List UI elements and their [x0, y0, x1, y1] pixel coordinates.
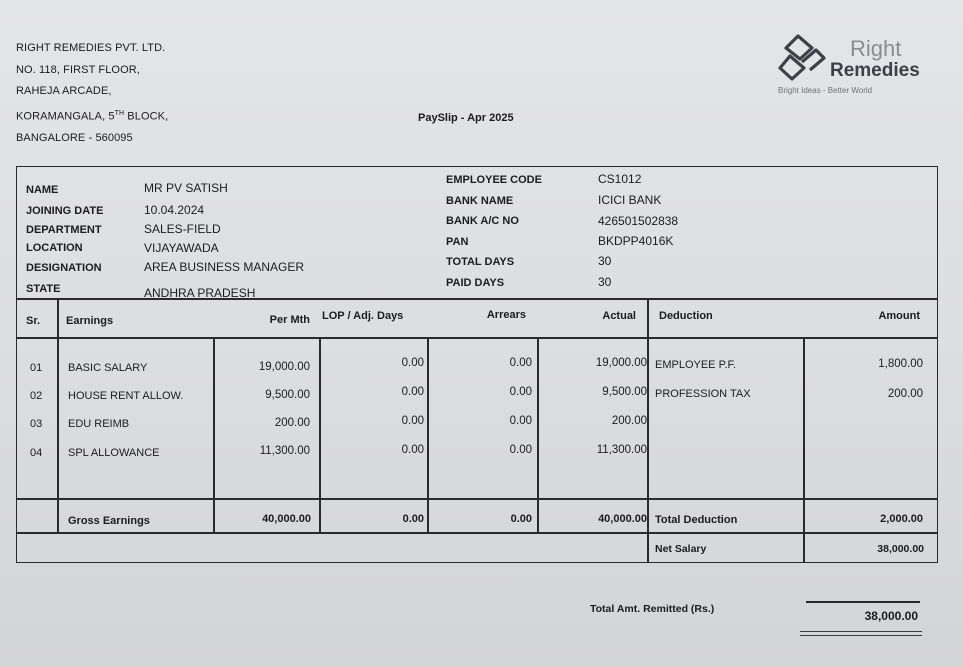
company-logo: [776, 32, 941, 102]
column-header-divider: [16, 337, 938, 339]
label-employee-code: EMPLOYEE CODE: [446, 174, 542, 186]
total-deduction-amount: 2,000.00: [880, 513, 923, 525]
gross-divider: [16, 532, 938, 534]
row-1-per-mth: 19,000.00: [258, 361, 310, 373]
col-actual-divider: [647, 298, 649, 563]
value-bank-name: ICICI BANK: [598, 193, 662, 207]
total-deduction-label: Total Deduction: [655, 514, 738, 526]
row-4-sr: 04: [30, 447, 43, 459]
row-4-actual: 11,300.00: [596, 444, 647, 456]
row-3-actual: 200.00: [611, 415, 647, 427]
address-line-3-post: BLOCK,: [124, 110, 169, 123]
col-sr-divider: [57, 298, 59, 532]
gross-arrears: 0.00: [510, 513, 532, 525]
logo-word-remedies: Remedies: [830, 60, 920, 81]
header-amount: Amount: [878, 310, 920, 322]
remitted-top-rule: [806, 601, 920, 603]
totals-divider: [16, 498, 938, 500]
address-line-3: [16, 103, 168, 128]
net-salary-label: Net Salary: [655, 543, 707, 555]
header-per-mth: Per Mth: [269, 314, 310, 326]
value-joining-date: 10.04.2024: [144, 203, 205, 217]
value-employee-code: CS1012: [598, 172, 642, 186]
payslip-title: PaySlip - Apr 2025: [418, 112, 514, 124]
row-1-arrears: 0.00: [509, 357, 532, 369]
col-earn-divider: [213, 337, 215, 532]
row-1-sr: 01: [30, 362, 43, 374]
row-4-name: SPL ALLOWANCE: [68, 447, 160, 459]
header-sr: Sr.: [26, 315, 41, 327]
value-total-days: 30: [598, 254, 612, 268]
gross-actual: 40,000.00: [598, 513, 647, 525]
diamond-logo-icon: [776, 32, 828, 84]
row-2-actual: 9,500.00: [602, 386, 647, 398]
gross-earnings-label: Gross Earnings: [68, 515, 150, 527]
deduction-1-name: EMPLOYEE P.F.: [655, 359, 737, 371]
value-pan: BKDPP4016K: [598, 234, 674, 248]
row-2-per-mth: 9,500.00: [265, 389, 310, 401]
value-location: VIJAYAWADA: [144, 241, 219, 255]
value-bank-ac: 426501502838: [598, 214, 679, 228]
label-pan: PAN: [446, 236, 469, 248]
label-department: DEPARTMENT: [26, 224, 102, 236]
address-line-3-sup: TH: [114, 109, 125, 117]
row-3-per-mth: 200.00: [274, 417, 310, 429]
label-name: NAME: [26, 184, 59, 196]
row-3-lop: 0.00: [401, 415, 424, 427]
gross-lop: 0.00: [402, 513, 424, 525]
address-line-3-text: KORAMANGALA, 5: [16, 110, 115, 123]
gross-per-mth: 40,000.00: [262, 513, 311, 525]
row-4-per-mth: 11,300.00: [259, 445, 310, 457]
row-4-lop: 0.00: [401, 444, 424, 456]
col-ded-divider: [803, 337, 805, 563]
row-2-name: HOUSE RENT ALLOW.: [68, 390, 184, 402]
header-earnings: Earnings: [66, 315, 114, 327]
address-line-2: RAHEJA ARCADE,: [16, 85, 112, 97]
address-line-4: BANGALORE - 560095: [16, 131, 133, 144]
label-joining-date: JOINING DATE: [26, 205, 104, 217]
logo-word-right: Right: [850, 36, 902, 61]
row-1-lop: 0.00: [401, 357, 424, 369]
value-state: ANDHRA PRADESH: [144, 286, 256, 300]
remitted-double-rule: [800, 631, 922, 636]
row-4-arrears: 0.00: [509, 444, 532, 456]
net-salary-amount: 38,000.00: [877, 543, 924, 555]
label-state: STATE: [26, 283, 61, 295]
row-3-sr: 03: [30, 418, 43, 430]
row-2-lop: 0.00: [401, 386, 424, 398]
header-lop: LOP / Adj. Days: [322, 310, 404, 322]
label-location: LOCATION: [26, 242, 83, 254]
label-total-days: TOTAL DAYS: [446, 256, 515, 268]
value-name: MR PV SATISH: [144, 181, 228, 195]
label-paid-days: PAID DAYS: [446, 277, 505, 289]
label-bank-ac: BANK A/C NO: [446, 215, 519, 227]
col-lop-divider: [427, 337, 429, 532]
value-paid-days: 30: [598, 275, 612, 289]
deduction-1-amount: 1,800.00: [878, 358, 923, 370]
company-name: RIGHT REMEDIES PVT. LTD.: [16, 42, 166, 54]
row-1-name: BASIC SALARY: [68, 362, 148, 374]
deduction-2-name: PROFESSION TAX: [655, 388, 751, 400]
row-2-arrears: 0.00: [509, 386, 532, 398]
value-designation: AREA BUSINESS MANAGER: [144, 260, 305, 274]
row-3-name: EDU REIMB: [68, 418, 130, 430]
label-designation: DESIGNATION: [26, 262, 102, 274]
company-address: [16, 38, 168, 149]
deduction-2-amount: 200.00: [887, 388, 923, 400]
header-deduction: Deduction: [659, 310, 713, 322]
col-arr-divider: [537, 337, 539, 532]
value-department: SALES-FIELD: [144, 222, 221, 236]
address-line-1: NO. 118, FIRST FLOOR,: [16, 63, 140, 76]
header-arrears: Arrears: [486, 309, 526, 321]
label-bank-name: BANK NAME: [446, 195, 514, 207]
col-per-divider: [319, 337, 321, 532]
logo-tagline: Bright Ideas - Better World: [778, 86, 873, 95]
header-actual: Actual: [602, 310, 636, 322]
row-1-actual: 19,000.00: [595, 357, 647, 369]
total-remitted-label: Total Amt. Remitted (Rs.): [590, 603, 715, 615]
total-remitted-amount: 38,000.00: [864, 609, 918, 623]
row-2-sr: 02: [30, 390, 43, 402]
row-3-arrears: 0.00: [509, 415, 532, 427]
